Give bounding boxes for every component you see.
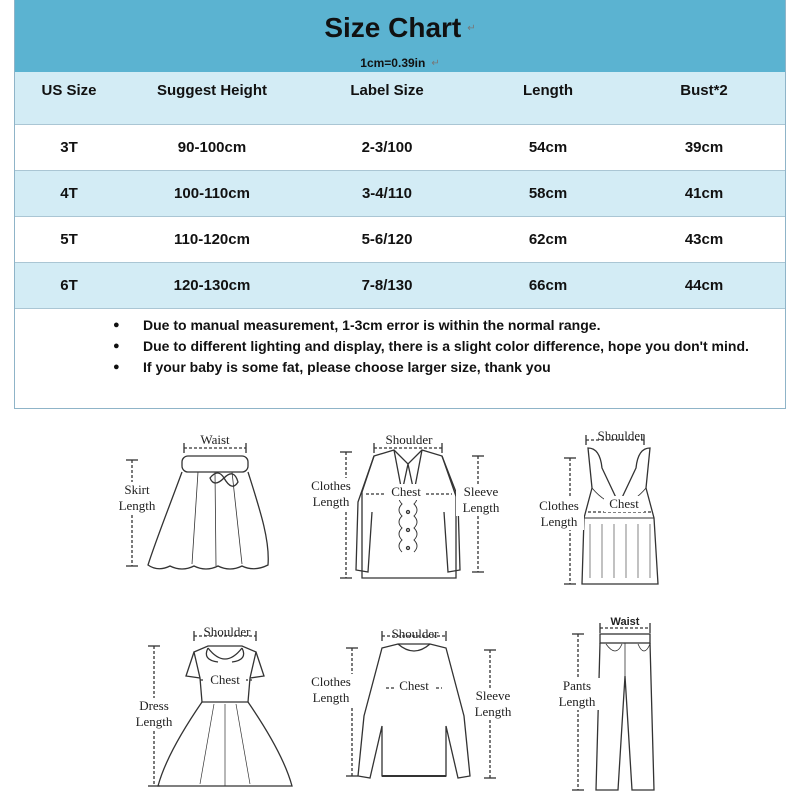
table-cell: 2-3/100 — [361, 139, 413, 156]
table-cell: 5-6/120 — [361, 231, 413, 248]
note-item: ● Due to different lighting and display, there is a slight color difference, hope you don't mind. — [113, 336, 755, 356]
chest-label: Chest — [204, 672, 246, 688]
clothes-length-label: Clothes Length — [306, 674, 356, 706]
table-cell: 7-8/130 — [361, 277, 413, 294]
vest-diagram — [532, 428, 672, 598]
jacket-diagram — [306, 432, 516, 597]
column-header-label-size: Label Size — [350, 82, 424, 99]
shoulder-label: Shoulder — [597, 428, 645, 443]
dress-length-label: Dress Length — [130, 698, 178, 730]
column-header-bust: Bust*2 — [680, 82, 728, 99]
return-mark: ↵ — [467, 22, 476, 34]
table-cell: 66cm — [528, 277, 568, 294]
waist-label: Waist — [200, 432, 230, 447]
chest-label: Chest — [394, 678, 434, 694]
skirt-diagram — [118, 430, 278, 595]
table-cell: 43cm — [684, 231, 724, 248]
note-item: ● Due to manual measurement, 1-3cm error is within the normal range. — [113, 315, 755, 335]
chest-label: Chest — [604, 496, 644, 512]
table-cell: 54cm — [528, 139, 568, 156]
table-header-row — [15, 72, 785, 124]
clothes-length-label: Clothes Length — [534, 498, 584, 530]
unit-note-bar — [15, 56, 785, 72]
table-cell: 6T — [60, 277, 78, 294]
table-cell: 62cm — [528, 231, 568, 248]
notes-section — [15, 308, 785, 408]
pants-length-label: Pants Length — [552, 678, 602, 710]
column-header-us-size: US Size — [41, 82, 97, 99]
table-cell: 90-100cm — [177, 139, 247, 156]
clothes-length-label: Clothes Length — [306, 478, 356, 510]
table-cell: 4T — [60, 185, 78, 202]
chart-title-bar — [15, 0, 785, 56]
shoulder-label: Shoulder — [385, 432, 433, 447]
sleeve-length-label: Sleeve Length — [468, 688, 518, 720]
table-cell: 120-130cm — [173, 277, 251, 294]
column-header-length: Length — [523, 82, 573, 99]
chest-label: Chest — [386, 484, 426, 500]
table-cell: 110-120cm — [174, 231, 250, 248]
note-item: ● If your baby is some fat, please choose larger size, thank you — [113, 357, 755, 377]
shoulder-label: Shoulder — [391, 626, 439, 641]
dress-diagram — [130, 624, 290, 796]
size-chart-table — [14, 0, 786, 409]
sweater-diagram — [306, 626, 528, 798]
table-row — [15, 170, 785, 216]
table-cell: 5T — [60, 231, 78, 248]
chart-title: Size Chart — [324, 12, 462, 43]
table-cell: 100-110cm — [174, 185, 250, 202]
table-cell: 3-4/110 — [361, 185, 413, 202]
unit-note: 1cm=0.39in — [360, 56, 426, 70]
table-cell: 3T — [60, 139, 78, 156]
waist-label: Waist — [610, 616, 640, 628]
shoulder-label: Shoulder — [203, 624, 251, 639]
table-cell: 58cm — [528, 185, 568, 202]
table-row — [15, 216, 785, 262]
table-cell: 44cm — [684, 277, 724, 294]
sleeve-length-label: Sleeve Length — [456, 484, 506, 516]
return-mark: ↵ — [431, 57, 440, 69]
column-header-suggest-height: Suggest Height — [156, 82, 267, 99]
table-cell: 39cm — [684, 139, 724, 156]
skirt-length-label: Skirt Length — [114, 482, 160, 514]
table-row — [15, 262, 785, 308]
pants-diagram — [550, 614, 670, 798]
table-row — [15, 124, 785, 170]
table-cell: 41cm — [684, 185, 724, 202]
